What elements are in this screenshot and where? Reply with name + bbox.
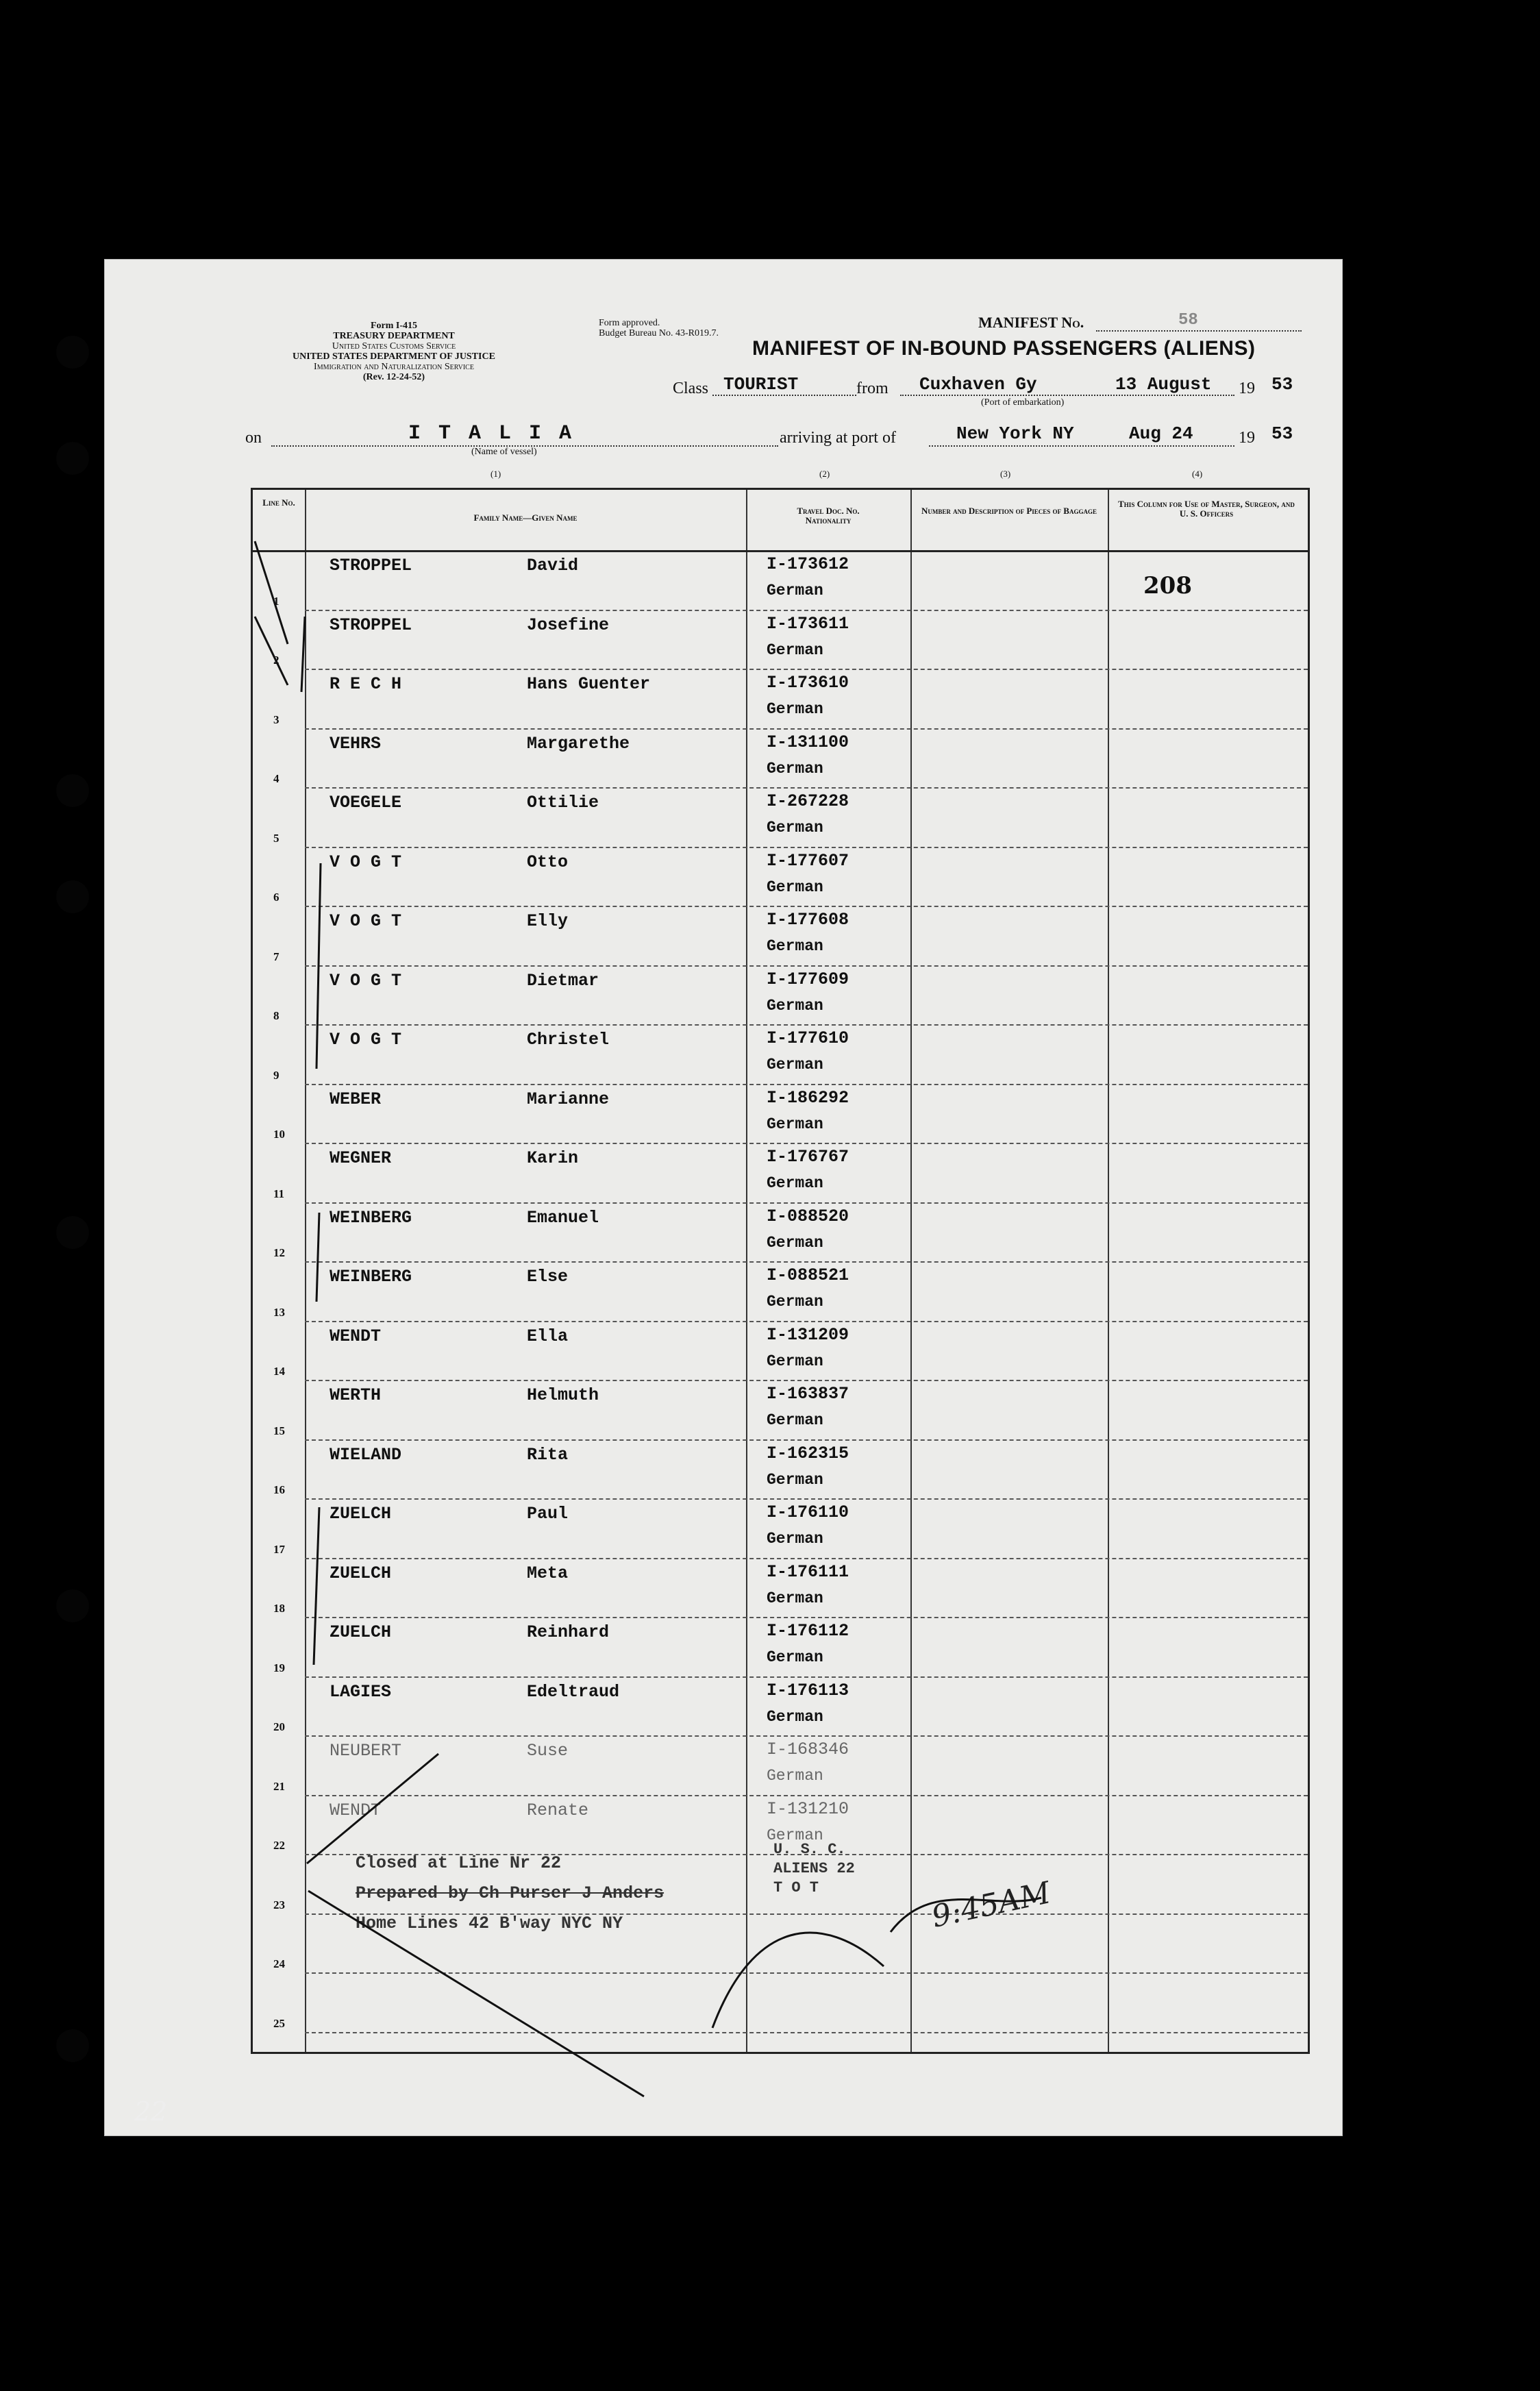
nationality: German [767,700,823,718]
line-number: 24 [273,1957,285,1970]
given-name: Josefine [527,615,610,635]
manifest-number-label: MANIFEST No. [978,314,1084,331]
line-number: 15 [273,1424,285,1437]
signature [712,1933,884,2028]
line-number: 18 [273,1602,285,1615]
ins-service: Immigration and Naturalization Service [314,362,474,372]
family-name: NEUBERT [330,1741,402,1761]
given-name: Margarethe [527,733,630,754]
line-number: 12 [273,1246,285,1259]
travel-doc-number: I-176111 [767,1561,849,1582]
given-name: Edeltraud [527,1681,620,1702]
given-name: Elly [527,911,569,931]
family-name: STROPPEL [330,615,412,635]
travel-doc-number: I-173612 [767,554,849,574]
justice-dept: UNITED STATES DEPARTMENT OF JUSTICE [293,351,495,362]
family-name: V O G T [330,970,402,991]
embark-year-prefix: 19 [1239,380,1255,397]
nationality: German [767,582,823,599]
arrival-year: 53 [1271,423,1293,444]
family-name: V O G T [330,1030,402,1050]
travel-doc-number: I-162315 [767,1443,849,1463]
family-name: VOEGELE [330,793,402,813]
line-number: 16 [273,1483,285,1496]
nationality: German [767,878,823,896]
family-name: ZUELCH [330,1563,392,1583]
given-name: Helmuth [527,1385,599,1405]
nationality: German [767,1056,823,1074]
bracket-mark [314,1507,319,1665]
given-name: Marianne [527,1089,610,1109]
nationality: German [767,1530,823,1548]
family-name: ZUELCH [330,1504,392,1524]
nationality: German [767,819,823,837]
travel-doc-number: I-176113 [767,1680,849,1700]
family-name: WENDT [330,1326,382,1346]
travel-doc-number: I-163837 [767,1384,849,1404]
nationality: German [767,1174,823,1192]
col-num-3: (3) [1000,469,1011,479]
travel-doc-number: I-176110 [767,1502,849,1522]
travel-doc-number: I-088520 [767,1206,849,1226]
line-number: 13 [273,1305,285,1319]
given-name: Karin [527,1148,579,1168]
budget-bureau: Budget Bureau No. 43-R019.7. [599,328,719,338]
handwritten-time: 9:45AM [928,1875,1054,1935]
family-name: WEINBERG [330,1267,412,1287]
given-name: Else [527,1267,569,1287]
given-name: Suse [527,1741,569,1761]
nationality: German [767,1233,823,1252]
given-name: Hans Guenter [527,674,651,694]
family-name: V O G T [330,911,402,931]
officer-note: 208 [1143,572,1192,599]
family-name: WERTH [330,1385,382,1405]
closing-line-1: Closed at Line Nr 22 [356,1853,562,1873]
customs-service: United States Customs Service [332,341,456,351]
family-name: WEGNER [330,1148,392,1168]
col-header-name: Family Name—Given Name [473,512,578,523]
col-header-officers: This Column for Use of Master, Surgeon, and U. S. Officers [1118,499,1295,519]
travel-doc-number: I-176767 [767,1147,849,1167]
vessel-name: I T A L I A [408,422,575,445]
bracket-mark [316,1213,319,1302]
nationality: German [767,1767,823,1785]
port-embark-caption: (Port of embarkation) [981,397,1065,408]
family-name: STROPPEL [330,556,412,575]
strike-line [308,1891,644,2096]
travel-doc-number: I-177607 [767,850,849,871]
travel-doc-number: I-177608 [767,910,849,930]
form-revision: (Rev. 12-24-52) [362,372,425,382]
line-number: 21 [273,1779,285,1793]
nationality: German [767,1115,823,1133]
class-label: Class [673,380,709,397]
line-number: 8 [273,1009,280,1022]
line-number: 6 [273,891,280,904]
family-name: LAGIES [330,1681,392,1702]
given-name: Renate [527,1800,589,1820]
class-value: TOURIST [723,374,799,395]
nationality: German [767,1352,823,1370]
line-number: 9 [273,1068,280,1082]
nationality: German [767,1648,823,1666]
stamp-line-1: U. S. C. [773,1841,846,1858]
travel-doc-number: I-168346 [767,1739,849,1759]
nationality: German [767,1470,823,1489]
col-header-line: Line No. [262,497,295,508]
given-name: Meta [527,1563,569,1583]
family-name: WENDT [330,1800,382,1820]
travel-doc-number: I-186292 [767,1087,849,1108]
line-number: 7 [273,950,280,963]
nationality: German [767,1589,823,1607]
col-header-baggage: Number and Description of Pieces of Baggage [921,506,1097,516]
family-name: R E C H [330,674,402,694]
given-name: Dietmar [527,970,599,991]
line-number: 10 [273,1128,285,1141]
nationality: German [767,1293,823,1311]
bracket-mark [316,863,321,1069]
travel-doc-number: I-173610 [767,673,849,693]
line-number: 17 [273,1542,285,1556]
signature [891,1898,1041,1932]
given-name: Emanuel [527,1207,599,1228]
manifest-number-value: 58 [1178,311,1198,330]
line-number: 25 [273,2016,285,2030]
nationality: German [767,1707,823,1726]
line-number: 20 [273,1720,285,1733]
line-number: 2 [273,654,280,667]
col-header-doc: Travel Doc. No. Nationality [797,506,860,525]
closing-line-3: Home Lines 42 B'way NYC NY [356,1913,623,1933]
nationality: German [767,759,823,778]
check-mark [307,1754,438,1863]
nationality: German [767,641,823,659]
margin-note: 22 [134,2096,168,2127]
family-name: V O G T [330,852,402,872]
travel-doc-number: I-131100 [767,732,849,752]
given-name: Paul [527,1504,569,1524]
family-name: WIELAND [330,1444,402,1465]
given-name: Christel [527,1030,610,1050]
line-number: 3 [273,713,280,726]
col-num-4: (4) [1192,469,1203,479]
arrival-date: Aug 24 [1129,423,1193,444]
arrival-port: New York NY [956,423,1074,444]
nationality: German [767,1826,823,1844]
stamp-line-3: T O T [773,1879,819,1896]
nationality: German [767,1411,823,1429]
travel-doc-number: I-173611 [767,613,849,634]
arrival-year-prefix: 19 [1239,429,1255,447]
nationality: German [767,996,823,1015]
family-name: WEBER [330,1089,382,1109]
from-label: from [856,380,889,397]
nationality: German [767,937,823,955]
family-name: WEINBERG [330,1207,412,1228]
given-name: Ottilie [527,793,599,813]
given-name: Otto [527,852,569,872]
treasury-dept: TREASURY DEPARTMENT [333,331,455,341]
given-name: Reinhard [527,1622,610,1642]
travel-doc-number: I-177609 [767,969,849,989]
manifest-title: MANIFEST OF IN-BOUND PASSENGERS (ALIENS) [752,337,1256,360]
travel-doc-number: I-177610 [767,1028,849,1048]
given-name: David [527,556,579,575]
stamp-line-2: ALIENS 22 [773,1860,855,1877]
vessel-caption: (Name of vessel) [471,447,537,457]
closing-line-2: Prepared by Ch Purser J Anders [356,1883,665,1903]
given-name: Rita [527,1444,569,1465]
col-num-1: (1) [490,469,501,479]
arriving-label: arriving at port of [780,429,896,447]
family-name: VEHRS [330,733,382,754]
form-approved: Form approved. [599,318,660,328]
col-num-2: (2) [819,469,830,479]
line-number: 11 [273,1187,285,1200]
embark-year: 53 [1271,374,1293,395]
port-of-embarkation: Cuxhaven Gy [919,374,1037,395]
line-number: 23 [273,1898,285,1911]
travel-doc-number: I-131209 [767,1324,849,1345]
line-number: 14 [273,1365,285,1378]
line-number: 19 [273,1661,285,1674]
given-name: Ella [527,1326,569,1346]
embarkation-date: 13 August [1115,374,1212,395]
line-number: 22 [273,1839,285,1852]
on-label: on [245,429,262,447]
travel-doc-number: I-088521 [767,1265,849,1285]
travel-doc-number: I-176112 [767,1621,849,1641]
line-number: 4 [273,772,280,785]
family-name: ZUELCH [330,1622,392,1642]
line-number: 1 [273,594,280,608]
bracket-mark [301,617,305,692]
travel-doc-number: I-131210 [767,1798,849,1819]
form-number: Form I-415 [370,321,418,331]
travel-doc-number: I-267228 [767,791,849,811]
line-number: 5 [273,831,280,845]
